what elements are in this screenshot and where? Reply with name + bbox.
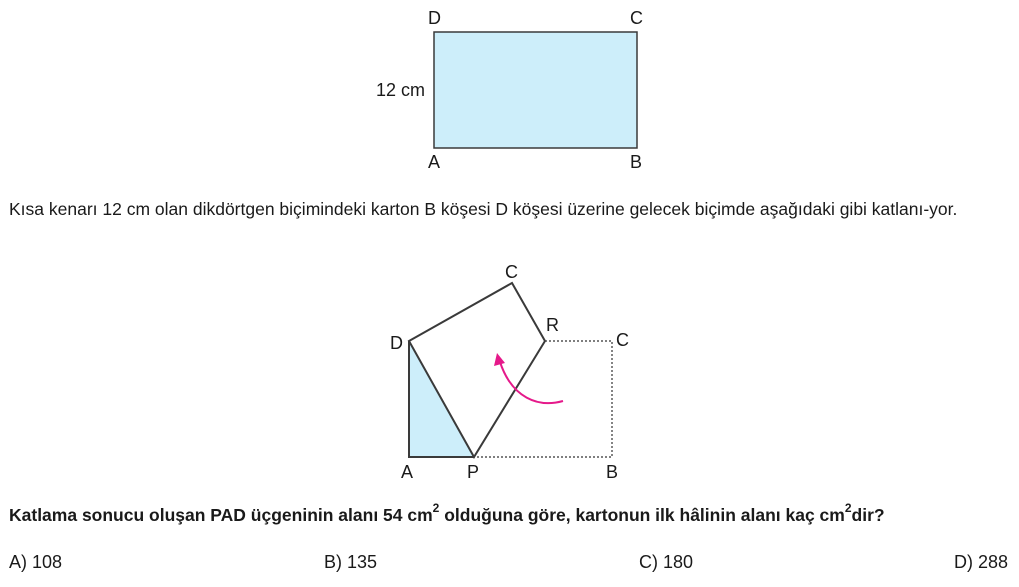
question-part1: Katlama sonucu oluşan PAD üçgeninin alanı 54 cm — [9, 505, 433, 525]
figure1-label-b: B — [630, 152, 643, 172]
choice-c[interactable]: C) 180 — [639, 552, 694, 572]
choice-b[interactable]: B) 135 — [324, 552, 378, 572]
figure2-label-b: B — [606, 462, 619, 482]
choice-d[interactable]: D) 288 — [954, 552, 1009, 572]
question-part2: olduğuna göre, kartonun ilk hâlinin alanı kaç cm — [439, 505, 845, 525]
figure2-label-p: P — [467, 462, 480, 482]
figure1-label-side: 12 cm — [376, 80, 426, 100]
question-text — [9, 501, 885, 526]
figure2-label-c-right: C — [616, 330, 629, 350]
figure2-label-a: A — [401, 462, 414, 482]
question-sup1: 2 — [432, 501, 440, 516]
problem-text: Kısa kenarı 12 cm olan dikdörtgen biçimindeki karton B köşesi D köşesi üzerine gelecek biçimde aşağıdaki gibi katlanı-yor. — [9, 199, 958, 219]
figure2-label-d: D — [390, 333, 403, 353]
choice-a[interactable]: A) 108 — [9, 552, 63, 572]
question-part3: dir? — [851, 505, 885, 525]
figure2-label-r: R — [546, 315, 559, 335]
figure1-label-d: D — [428, 8, 441, 28]
figure2-label-c-top: C — [505, 262, 518, 282]
figure1-label-c: C — [630, 8, 643, 28]
rectangle-abcd — [434, 32, 637, 148]
question-sup2: 2 — [844, 501, 852, 516]
figure1-label-a: A — [428, 152, 441, 172]
